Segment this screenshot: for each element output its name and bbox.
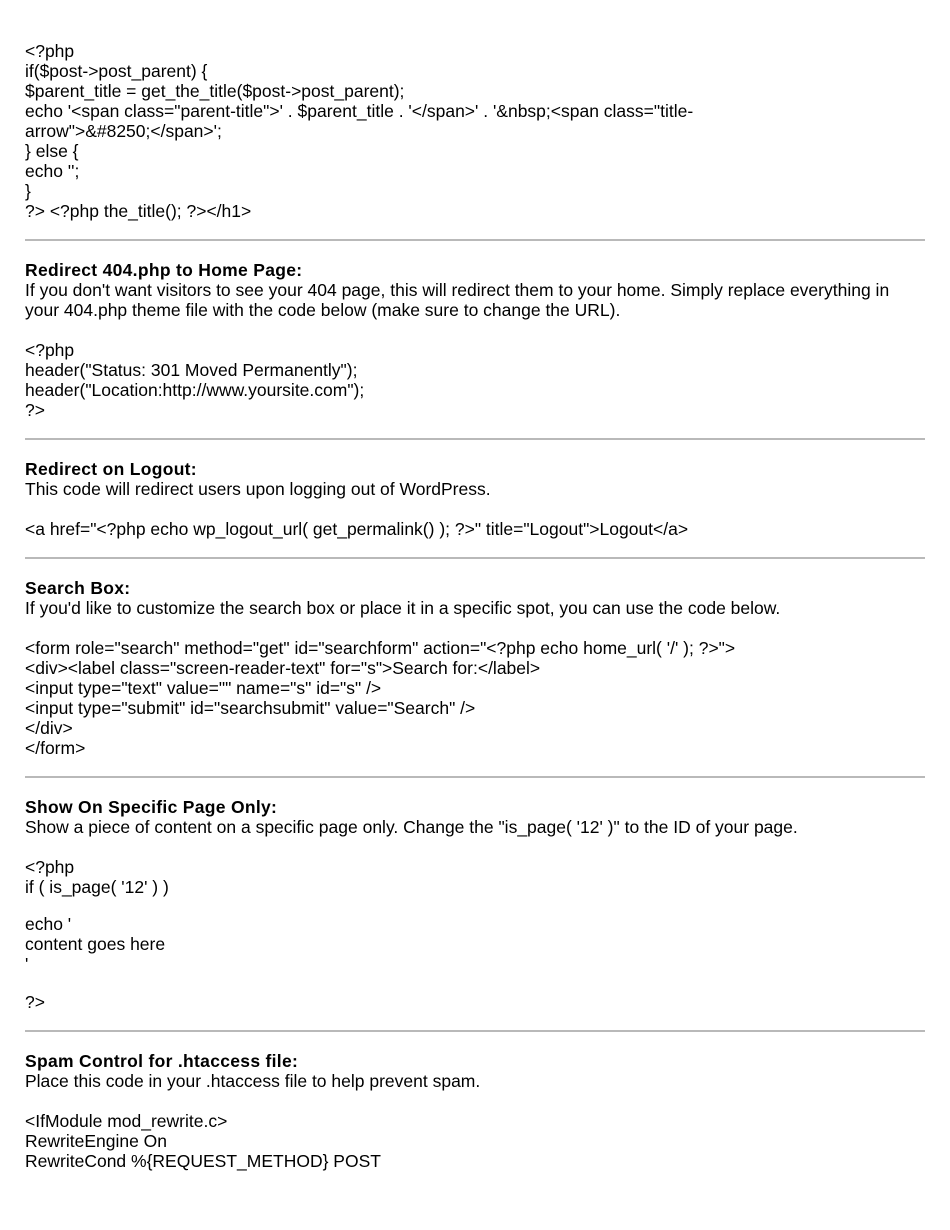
code-line: RewriteCond %{REQUEST_METHOD} POST [25,1151,381,1171]
section-divider [25,557,925,559]
code-line: } [25,181,31,201]
code-block [25,1111,925,1171]
section-divider [25,239,925,241]
code-line: arrow">&#8250;</span>'; [25,121,222,141]
code-block [25,638,925,758]
section-redirect-logout [25,459,925,539]
section-divider [25,776,925,778]
code-line: $parent_title = get_the_title($post->post_parent); [25,81,405,101]
code-line: echo '<span class="parent-title">' . $parent_title . '</span>' . '&nbsp;<span class="title- [25,101,694,121]
code-line: echo ' [25,914,72,934]
code-line: <?php [25,41,75,61]
code-block [25,519,925,539]
section-description: Show a piece of content on a specific page only. Change the "is_page( '12' )" to the ID of your page. [25,817,798,837]
code-line: RewriteEngine On [25,1131,168,1151]
code-line: <form role="search" method="get" id="searchform" action="<?php echo home_url( '/' ); ?>"> [25,638,736,658]
code-line: <?php [25,340,75,360]
intro-code-block [25,41,925,221]
code-line: header("Location:http://www.yoursite.com"); [25,380,365,400]
code-block [25,857,925,1012]
code-line: header("Status: 301 Moved Permanently"); [25,360,358,380]
section-heading: Redirect on Logout: [25,459,197,479]
code-line: <div><label class="screen-reader-text" for="s">Search for:</label> [25,658,541,678]
section-heading: Spam Control for .htaccess file: [25,1051,299,1071]
code-line: content goes here [25,934,166,954]
section-redirect-404 [25,260,925,420]
code-line: <a href="<?php echo wp_logout_url( get_permalink() ); ?>" title="Logout">Logout</a> [25,519,689,539]
document-page [25,41,925,1171]
code-line: </form> [25,738,86,758]
section-spam-control [25,1051,925,1171]
code-line: ?> <?php the_title(); ?></h1> [25,201,252,221]
code-line: <IfModule mod_rewrite.c> [25,1111,228,1131]
section-description: If you don't want visitors to see your 404 page, this will redirect them to your home. Simply replace everything in your 404.php theme file with the code below (make sure to change the URL). [25,280,890,320]
code-line: ' [25,954,29,974]
code-line: <input type="submit" id="searchsubmit" value="Search" /> [25,698,476,718]
section-heading: Show On Specific Page Only: [25,797,278,817]
section-description: If you'd like to customize the search box or place it in a specific spot, you can use the code below. [25,598,781,618]
section-description: Place this code in your .htaccess file to help prevent spam. [25,1071,481,1091]
code-line [25,974,925,992]
code-line: } else { [25,141,79,161]
section-divider [25,438,925,440]
section-heading: Search Box: [25,578,131,598]
code-line: ?> [25,992,45,1012]
section-heading: Redirect 404.php to Home Page: [25,260,303,280]
code-line: <input type="text" value="" name="s" id="s" /> [25,678,382,698]
code-line: </div> [25,718,73,738]
code-line: if ( is_page( '12' ) ) [25,877,169,897]
section-description: This code will redirect users upon logging out of WordPress. [25,479,491,499]
code-line: echo ''; [25,161,80,181]
code-line: ?> [25,400,45,420]
section-search-box [25,578,925,758]
section-divider [25,1030,925,1032]
code-line [25,897,925,914]
code-block [25,340,925,420]
section-show-specific-page [25,797,925,1012]
code-line: <?php [25,857,75,877]
code-line: if($post->post_parent) { [25,61,208,81]
